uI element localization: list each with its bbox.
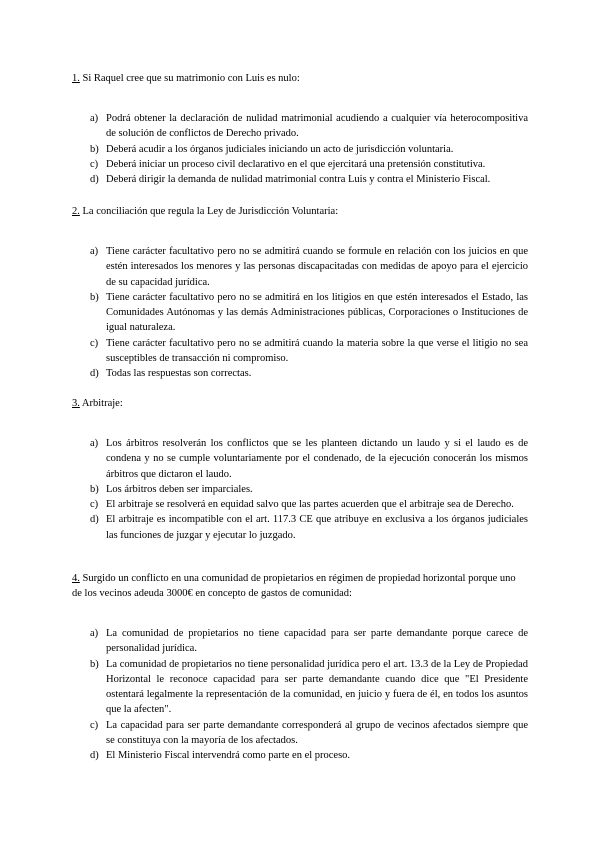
option-letter: c) [90, 499, 99, 511]
option-2a [72, 244, 528, 290]
option-letter: b) [90, 658, 99, 670]
option-letter: b) [90, 143, 99, 155]
option-letter: c) [90, 719, 99, 731]
option-text: El arbitraje se resolverá en equidad salvo que las partes acuerden que el arbitraje sea de Derecho. [106, 499, 514, 511]
option-text: La comunidad de propietarios no tiene personalidad jurídica pero el art. 13.3 de la Ley de Propiedad Horizontal le reconoce capacidad para ser parte demandante cuando dice que "El Presidente ostentará legalmente la representación de la comunidad, en juicio y fuera de él, en todos los asuntos que la afecten". [106, 658, 528, 716]
option-4c [72, 718, 528, 749]
question-2-title [72, 204, 528, 219]
question-3 [72, 396, 528, 543]
question-3-text: Arbitraje: [79, 398, 123, 409]
option-letter: a) [90, 113, 99, 124]
option-text: Los árbitros resolverán los conflictos que se les planteen dictando un laudo y si el laudo es de condena y no se cumple voluntariamente por el condenado, de la ejecución conocerán los mismos árbitros que dictaron el laudo. [106, 438, 528, 480]
option-3c [72, 497, 528, 512]
option-text: Los árbitros deben ser imparciales. [106, 483, 253, 495]
question-1-options [72, 111, 528, 187]
question-2-options [72, 244, 528, 382]
question-3-options [72, 436, 528, 543]
option-3a [72, 436, 528, 482]
option-1b [72, 142, 528, 157]
question-4-title [72, 571, 528, 601]
option-2d [72, 366, 528, 381]
option-text: El arbitraje es incompatible con el art. 117.3 CE que atribuye en exclusiva a los órganos judiciales las funciones de juzgar y ejecutar lo juzgado. [106, 514, 528, 541]
option-4a [72, 626, 528, 657]
option-text: El Ministerio Fiscal intervendrá como parte en el proceso. [106, 750, 351, 762]
question-4-text: Surgido un conflicto en una comunidad de propietarios en régimen de propiedad horizontal porque uno de los vecinos adeuda 3000€ en concepto de gastos de comunidad: [72, 573, 516, 599]
option-letter: c) [90, 337, 99, 349]
option-text: Podrá obtener la declaración de nulidad matrimonial acudiendo a cualquier vía heterocompositiva de solución de conflictos de Derecho privado. [106, 113, 528, 140]
option-letter: d) [90, 174, 99, 186]
question-4-number: 4. [72, 573, 80, 584]
option-4d [72, 748, 528, 763]
option-text: Deberá acudir a los órganos judiciales iniciando un acto de jurisdicción voluntaria. [106, 143, 454, 155]
option-text: Todas las respuestas son correctas. [106, 368, 252, 380]
question-2 [72, 204, 528, 382]
question-2-text: La conciliación que regula la Ley de Jurisdicción Voluntaria: [79, 206, 339, 217]
option-text: Tiene carácter facultativo pero no se admitirá en los litigios en que estén interesados el Estado, las Comunidades Autónomas y las demás Administraciones públicas, Corporaciones o Instituciones de igual naturaleza. [106, 291, 528, 334]
option-letter: a) [90, 246, 99, 257]
option-3d [72, 512, 528, 543]
question-3-title [72, 396, 528, 411]
option-3b [72, 482, 528, 497]
option-letter: d) [90, 750, 99, 762]
question-1-title [72, 71, 528, 86]
option-1c [72, 157, 528, 172]
question-3-number: 3. [72, 398, 80, 409]
option-text: La capacidad para ser parte demandante corresponderá al grupo de vecinos afectados siempre que se constituya con la mayoría de los afectados. [106, 719, 528, 747]
option-letter: b) [90, 483, 99, 495]
option-letter: c) [90, 158, 99, 170]
option-letter: a) [90, 438, 99, 449]
option-1d [72, 172, 528, 187]
question-4 [72, 571, 528, 764]
question-1-number: 1. [72, 73, 80, 84]
option-text: Tiene carácter facultativo pero no se admitirá cuando se formule en relación con los juicios en que estén interesados los menores y las personas discapacitadas con medidas de apoyo para el ejercicio de su capacidad jurídica. [106, 246, 528, 288]
option-letter: d) [90, 514, 99, 526]
option-text: Deberá iniciar un proceso civil declarativo en el que ejercitará una pretensión constitutiva. [106, 158, 486, 170]
question-4-options [72, 626, 528, 764]
option-letter: b) [90, 291, 99, 303]
option-text: Deberá dirigir la demanda de nulidad matrimonial contra Luis y contra el Ministerio Fiscal. [106, 174, 491, 186]
option-1a [72, 111, 528, 142]
question-1 [72, 71, 528, 187]
option-2b [72, 290, 528, 336]
option-2c [72, 336, 528, 367]
option-text: Tiene carácter facultativo pero no se admitirá cuando la materia sobre la que verse el litigio no sea susceptibles de transacción ni compromiso. [106, 337, 528, 365]
option-4b [72, 657, 528, 718]
question-1-text: Si Raquel cree que su matrimonio con Luis es nulo: [79, 73, 300, 84]
option-letter: d) [90, 368, 99, 380]
option-letter: a) [90, 628, 99, 639]
option-text: La comunidad de propietarios no tiene capacidad para ser parte demandante porque carece de personalidad jurídica. [106, 628, 528, 655]
question-2-number: 2. [72, 206, 80, 217]
